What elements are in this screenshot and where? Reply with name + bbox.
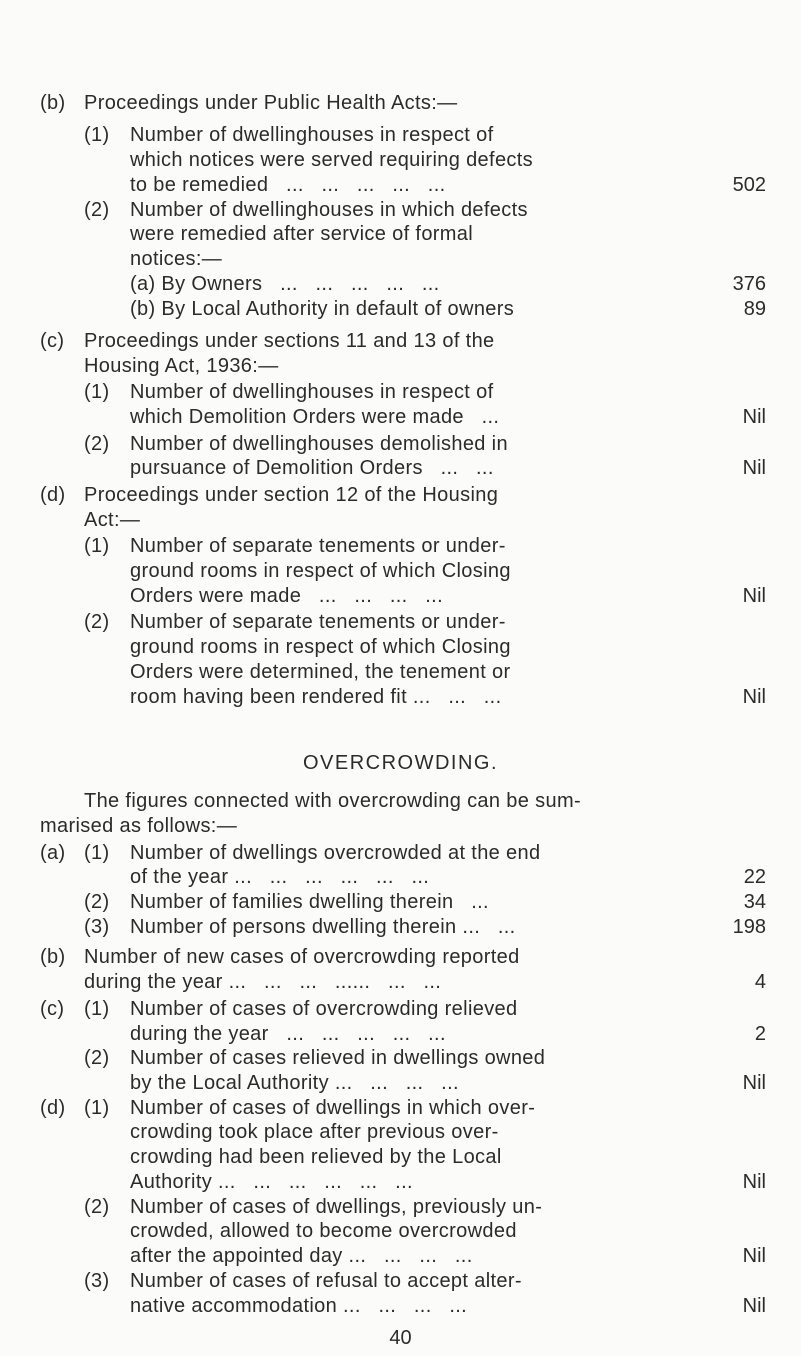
item-text: notices:— [130,248,223,270]
item-value: 4 [754,971,766,993]
item-value: Nil [742,1245,766,1267]
item-value: 376 [732,273,766,295]
item-value: Nil [742,1295,766,1317]
item-value: 502 [732,174,766,196]
item-text: to be remedied ... ... ... ... ... [130,174,446,196]
item-text: (b) By Local Authority in default of owners [130,298,515,320]
item-text: Number of cases of overcrowding relieved [130,998,518,1020]
item-text: Number of persons dwelling therein ... ... [130,916,516,938]
item-text: which Demolition Orders were made ... [130,406,500,428]
item-text: native accommodation ... ... ... ... [130,1295,468,1317]
item-text: Number of cases of dwellings, previously un- [130,1196,543,1218]
item-text: Number of families dwelling therein ... [130,891,489,913]
intro-text: The figures connected with overcrowding can be sum- [84,790,581,812]
item-number: (3) [84,916,110,938]
item-number: (2) [84,199,110,221]
section-label-d: (d) [40,484,66,506]
item-text: Number of dwellinghouses in which defects [130,199,528,221]
item-text: Number of dwellings overcrowded at the end [130,842,541,864]
item-number: (3) [84,1270,110,1292]
section-heading-overcrowding: OVERCROWDING. [302,752,499,774]
item-value: 22 [743,866,766,888]
section-label-c: (c) [40,330,65,352]
section-label-c2: (c) [40,998,65,1020]
section-title: Act:— [84,509,141,531]
item-text: ground rooms in respect of which Closing [130,560,511,582]
section-title: Proceedings under section 12 of the Housing [84,484,499,506]
item-text: pursuance of Demolition Orders ... ... [130,457,494,479]
item-value: Nil [742,585,766,607]
item-number: (2) [84,611,110,633]
section-label-d2: (d) [40,1097,66,1119]
item-text: crowding took place after previous over- [130,1121,499,1143]
item-text: Orders were made ... ... ... ... [130,585,443,607]
item-value: Nil [742,1072,766,1094]
item-value: 89 [743,298,766,320]
item-value: Nil [742,457,766,479]
section-title: Housing Act, 1936:— [84,355,279,377]
item-text: Orders were determined, the tenement or [130,661,511,683]
item-number: (2) [84,433,110,455]
item-text: ground rooms in respect of which Closing [130,636,511,658]
item-number: (2) [84,1196,110,1218]
item-number: (2) [84,891,110,913]
page-number: 40 [389,1327,412,1349]
section-label-b: (b) [40,92,66,114]
intro-text: marised as follows:— [40,815,238,837]
item-text: by the Local Authority ... ... ... ... [130,1072,459,1094]
item-number: (1) [84,124,110,146]
item-text: Number of new cases of overcrowding reported [84,946,520,968]
item-value: Nil [742,1171,766,1193]
item-text: which notices were served requiring defects [130,149,534,171]
item-text: of the year ... ... ... ... ... ... [130,866,430,888]
item-text: were remedied after service of formal [130,223,474,245]
section-label-b2: (b) [40,946,66,968]
section-title: Proceedings under sections 11 and 13 of the [84,330,495,352]
section-label-a: (a) [40,842,66,864]
item-text: crowded, allowed to become overcrowded [130,1220,517,1242]
item-number: (2) [84,1047,110,1069]
item-text: Number of dwellinghouses in respect of [130,381,494,403]
item-value: 2 [754,1023,766,1045]
item-text: Authority ... ... ... ... ... ... [130,1171,413,1193]
item-text: Number of dwellinghouses demolished in [130,433,508,455]
item-text: during the year ... ... ... ...... ... ... [84,971,442,993]
item-number: (1) [84,381,110,403]
item-text: room having been rendered fit ... ... ... [130,686,502,708]
item-text: Number of cases of refusal to accept alter- [130,1270,522,1292]
item-text: after the appointed day ... ... ... ... [130,1245,473,1267]
item-text: Number of separate tenements or under- [130,535,506,557]
item-text: Number of cases relieved in dwellings owned [130,1047,546,1069]
item-text: Number of dwellinghouses in respect of [130,124,494,146]
item-text: (a) By Owners ... ... ... ... ... [130,273,440,295]
section-title-public-health: Proceedings under Public Health Acts:— [84,92,458,114]
item-number: (1) [84,998,110,1020]
item-value: 34 [743,891,766,913]
item-number: (1) [84,842,110,864]
item-text: during the year ... ... ... ... ... [130,1023,446,1045]
item-text: crowding had been relieved by the Local [130,1146,502,1168]
item-text: Number of separate tenements or under- [130,611,506,633]
item-value: 198 [732,916,766,938]
item-text: Number of cases of dwellings in which over- [130,1097,536,1119]
item-value: Nil [742,686,766,708]
item-number: (1) [84,1097,110,1119]
item-number: (1) [84,535,110,557]
item-value: Nil [742,406,766,428]
